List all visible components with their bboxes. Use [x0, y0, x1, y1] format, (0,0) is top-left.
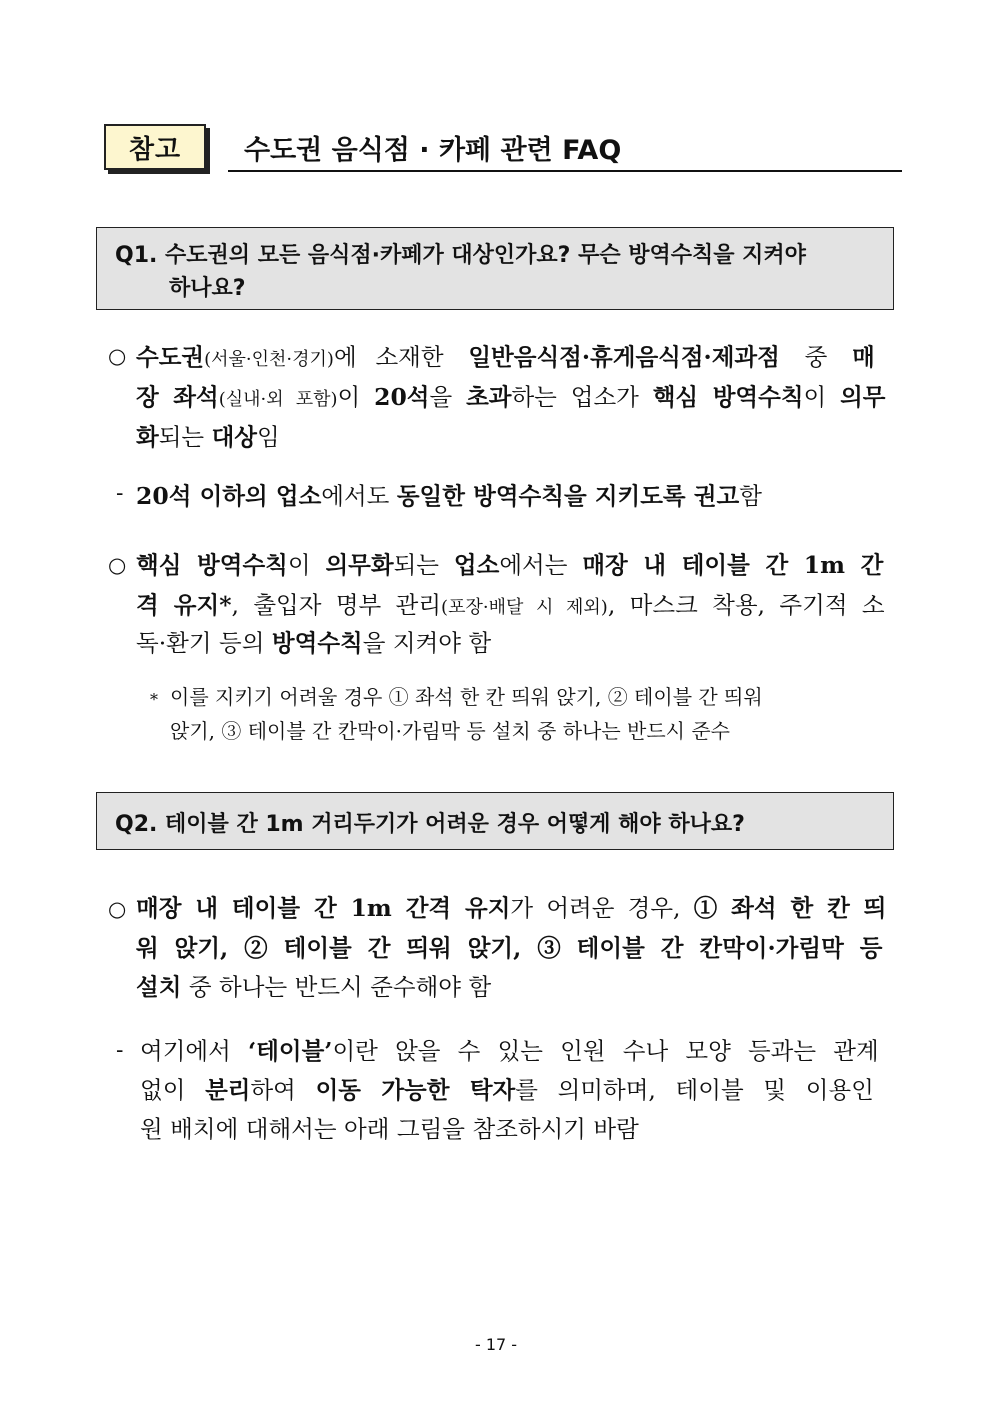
answer-1-para-3-line-2: 격 유지*, 출입자 명부 관리(포장·배달 시 제외), 마스크 착용, 주기적 소	[136, 591, 885, 619]
question-1-line-2: 하나요?	[169, 276, 246, 301]
footnote-asterisk: *	[150, 690, 158, 709]
answer-1-para-1-line-2: 장 좌석(실내·외 포함)이 20석을 초과하는 업소가 핵심 방역수칙이 의무	[136, 383, 886, 411]
answer-1-para-3-line-3: 독·환기 등의 방역수칙을 지켜야 함	[136, 629, 492, 657]
answer-1-para-2-line-1: 20석 이하의 업소에서도 동일한 방역수칙을 지키도록 권고함	[136, 482, 762, 510]
page-title: 수도권 음식점 · 카페 관련 FAQ	[244, 135, 622, 166]
answer-1-para-1-line-3: 화되는 대상임	[136, 423, 280, 451]
answer-1-para-2-dash: -	[116, 481, 124, 506]
answer-2-para-1-line-3: 설치 중 하나는 반드시 준수해야 함	[136, 973, 492, 1001]
answer-2-para-2-line-3: 원 배치에 대해서는 아래 그림을 참조하시기 바람	[140, 1115, 639, 1143]
answer-2-para-1-line-2: 워 앉기, ② 테이블 간 띄워 앉기, ③ 테이블 간 칸막이·가림막 등	[136, 934, 883, 962]
answer-1-para-3-line-1: 핵심 방역수칙이 의무화되는 업소에서는 매장 내 테이블 간 1m 간	[136, 551, 884, 579]
answer-2-para-2-dash: -	[116, 1038, 124, 1063]
answer-2-para-1-bullet: ○	[108, 897, 127, 921]
title-underline	[228, 170, 902, 172]
answer-1-para-3-bullet: ○	[108, 553, 127, 577]
answer-1-para-1-bullet: ○	[108, 344, 127, 368]
answer-2-para-2-line-2: 없이 분리하여 이동 가능한 탁자를 의미하며, 테이블 및 이용인	[140, 1076, 874, 1104]
footnote-line-1: 이를 지키기 어려울 경우 ① 좌석 한 칸 띄워 앉기, ② 테이블 간 띄워	[170, 685, 763, 709]
question-2-box	[96, 792, 894, 850]
question-2-line-1: Q2. 테이블 간 1m 거리두기가 어려운 경우 어떻게 해야 하나요?	[115, 812, 745, 837]
answer-1-para-1-line-1: 수도권(서울·인천·경기)에 소재한 일반음식점·휴게음식점·제과점 중 매	[136, 343, 875, 371]
answer-2-para-2-line-1: 여기에서 ‘테이블’이란 앉을 수 있는 인원 수나 모양 등과는 관계	[140, 1037, 879, 1065]
question-1-box	[96, 227, 894, 310]
answer-2-para-1-line-1: 매장 내 테이블 간 1m 간격 유지가 어려운 경우, ① 좌석 한 칸 띄	[136, 894, 887, 922]
footnote-line-2: 앉기, ③ 테이블 간 칸막이·가림막 등 설치 중 하나는 반드시 준수	[170, 719, 730, 743]
page-number: - 17 -	[474, 1335, 518, 1354]
question-1-line-1: Q1. 수도권의 모든 음식점·카페가 대상인가요? 무슨 방역수칙을 지켜야	[115, 243, 806, 268]
reference-label: 참고	[104, 124, 206, 170]
